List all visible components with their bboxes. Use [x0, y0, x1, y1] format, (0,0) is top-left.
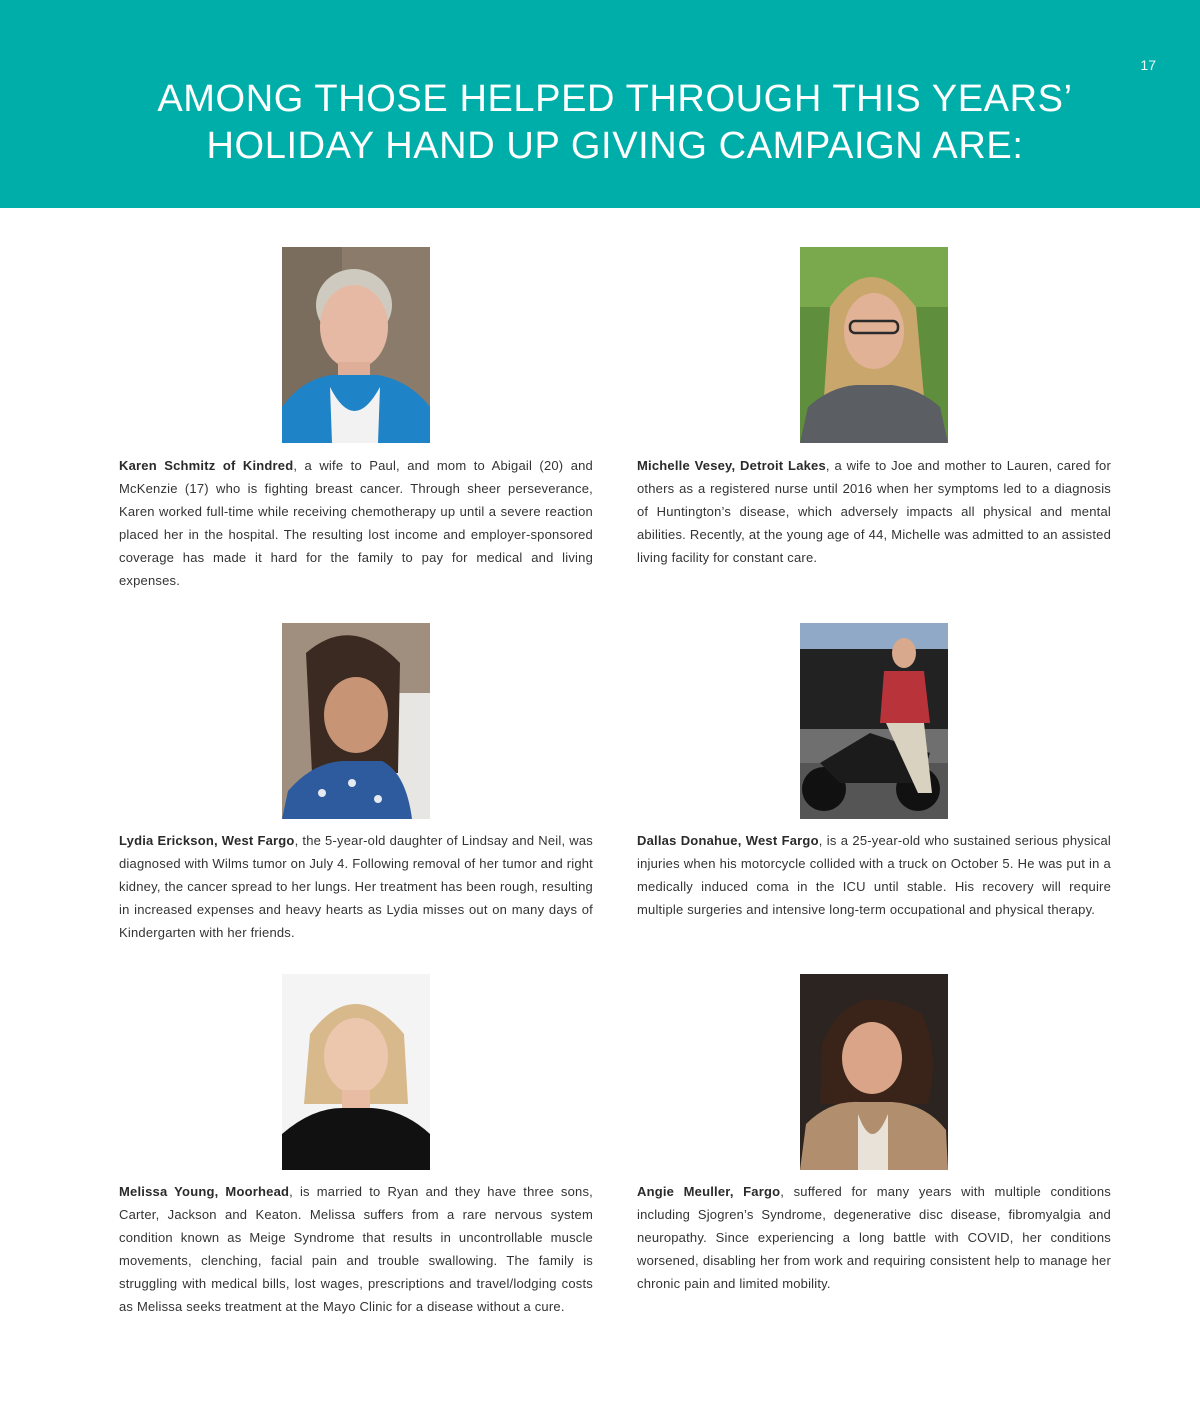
portrait-photo-dallas: [800, 623, 948, 819]
portrait-photo-michelle: [800, 247, 948, 443]
profile-bio-angie: [637, 1180, 1111, 1295]
portrait-photo-icon: [800, 623, 948, 819]
portrait-photo-icon: [282, 974, 430, 1170]
profile-text: , is married to Ryan and they have three sons, Carter, Jackson and Keaton. Melissa suffers from a rare nervous system condition known as Meige Syndrome that results in uncontrollable muscle movements, clenching, facial pain and trouble swallowing. The family is struggling with medical bills, lost wages, prescriptions and travel/lodging costs as Melissa seeks treatment at the Mayo Clinic for a disease without a cure.: [119, 1184, 593, 1314]
portrait-photo-icon: [282, 247, 430, 443]
portrait-photo-melissa: [282, 974, 430, 1170]
profile-name: Karen Schmitz of Kindred: [119, 458, 294, 473]
profile-bio-lydia: [119, 829, 593, 944]
profile-name: Angie Meuller, Fargo: [637, 1184, 781, 1199]
profile-name: Melissa Young, Moorhead: [119, 1184, 290, 1199]
portrait-photo-icon: [800, 247, 948, 443]
portrait-photo-icon: [800, 974, 948, 1170]
profile-bio-melissa: [119, 1180, 593, 1318]
page-number: 17: [1140, 57, 1156, 73]
profile-text: , a wife to Paul, and mom to Abigail (20) and McKenzie (17) who is fighting breast cancer. Through sheer perseverance, Karen worked full-time while receiving chemotherapy up until a severe reaction placed her in the hospital. The resulting lost income and employer-sponsored coverage has made it hard for the family to pay for medical and living expenses.: [119, 458, 593, 588]
portrait-photo-lydia: [282, 623, 430, 819]
portrait-photo-icon: [282, 623, 430, 819]
profile-name: Lydia Erickson, West Fargo: [119, 833, 295, 848]
profile-bio-michelle: [637, 454, 1111, 569]
portrait-photo-karen: [282, 247, 430, 443]
page-title-line-2: HOLIDAY HAND UP GIVING CAMPAIGN ARE:: [206, 125, 1024, 167]
page-title: [0, 76, 1200, 170]
profile-name: Dallas Donahue, West Fargo: [637, 833, 819, 848]
profile-name: Michelle Vesey, Detroit Lakes: [637, 458, 826, 473]
page-title-line-1: AMONG THOSE HELPED THROUGH THIS YEARS’: [157, 78, 1073, 120]
profile-text: , is a 25-year-old who sustained serious physical injuries when his motorcycle collided with a truck on October 5. He was put in a medically induced coma in the ICU until stable. His recovery will require multiple surgeries and intensive long-term occupational and physical therapy.: [637, 833, 1111, 917]
portrait-photo-angie: [800, 974, 948, 1170]
profile-bio-karen: [119, 454, 593, 592]
profile-text: , the 5-year-old daughter of Lindsay and Neil, was diagnosed with Wilms tumor on July 4. Following removal of her tumor and right kidney, the cancer spread to her lungs. Her treatment has been rough, resulting in increased expenses and heavy hearts as Lydia misses out on many days of Kindergarten with her friends.: [119, 833, 594, 940]
profile-text: , a wife to Joe and mother to Lauren, cared for others as a registered nurse until 2016 when her symptoms led to a diagnosis of Huntington’s disease, which adversely impacts all physical and mental abilities. Recently, at the young age of 44, Michelle was admitted to an assisted living facility for constant care.: [637, 458, 1112, 565]
profile-bio-dallas: [637, 829, 1111, 921]
profile-text: , suffered for many years with multiple conditions including Sjogren’s Syndrome, degenerative disc disease, fibromyalgia and neuropathy. Since experiencing a long battle with COVID, her conditions worsened, disabling her from work and requiring consistent help to manage her chronic pain and limited mobility.: [637, 1184, 1111, 1291]
header-banner: [0, 0, 1200, 208]
